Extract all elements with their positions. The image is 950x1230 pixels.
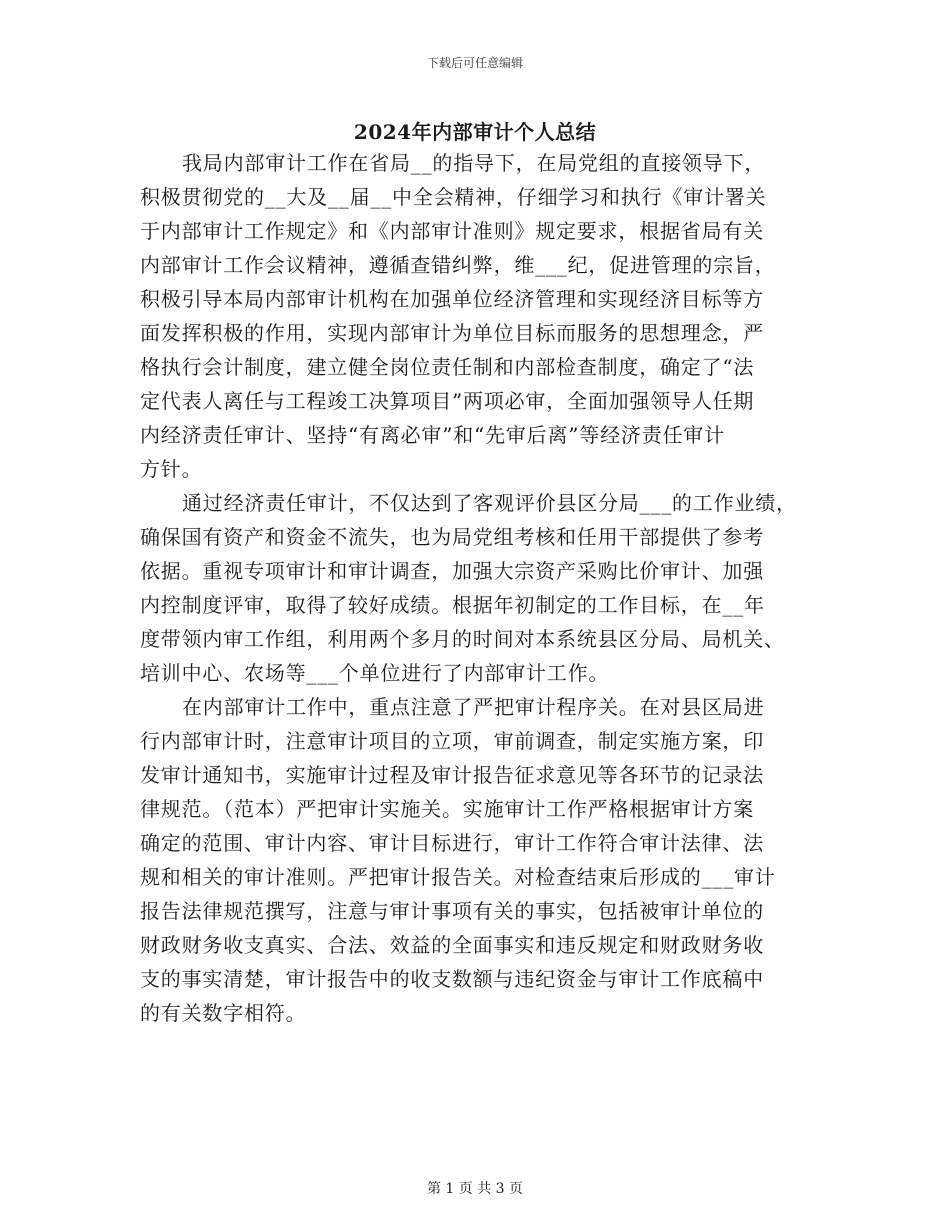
paragraph-line: 格执行会计制度，建立健全岗位责任制和内部检查制度，确定了“法	[140, 355, 755, 379]
paragraph-line: 确保国有资产和资金不流失，也为局党组考核和任用干部提供了参考	[140, 525, 764, 549]
paragraph-line: 支的事实清楚，审计报告中的收支数额与违纪资金与审计工作底稿中	[140, 967, 764, 991]
paragraph-line: 发审计通知书，实施审计过程及审计报告征求意见等各环节的记录法	[140, 763, 764, 787]
paragraph-line: 财政财务收支真实、合法、效益的全面事实和违反规定和财政财务收	[140, 933, 764, 957]
paragraph-line: 内经济责任审计、坚持“有离必审”和“先审后离”等经济责任审计	[140, 423, 725, 447]
paragraph-line: 于内部审计工作规定》和《内部审计准则》规定要求，根据省局有关	[140, 219, 764, 243]
header-note: 下载后可任意编辑	[426, 56, 523, 70]
paragraph-line: 面发挥积极的作用，实现内部审计为单位目标而服务的思想理念，严	[140, 321, 764, 345]
paragraph-line: 规和相关的审计准则。严把审计报告关。对检查结束后形成的___审计	[140, 865, 776, 889]
paragraph-line: 我局内部审计工作在省局__的指导下，在局党组的直接领导下，	[182, 151, 766, 175]
document-title: 2024年内部审计个人总结	[353, 120, 597, 144]
page-number: 第 1 页 共 3 页	[426, 1181, 524, 1197]
paragraph-line: 定代表人离任与工程竣工决算项目”两项必审，全面加强领导人任期	[140, 389, 755, 413]
paragraph-line: 内控制度评审，取得了较好成绩。根据年初制定的工作目标，在__年	[140, 593, 765, 617]
paragraph-line: 的有关数字相符。	[140, 1001, 307, 1025]
paragraph-line: 在内部审计工作中，重点注意了严把审计程序关。在对县区局进	[182, 695, 765, 719]
paragraph-line: 方针。	[140, 457, 203, 481]
paragraph-line: 律规范。（范本）严把审计实施关。实施审计工作严格根据审计方案	[140, 797, 754, 821]
paragraph-line: 积极贯彻党的__大及__届__中全会精神，仔细学习和执行《审计署关	[140, 185, 767, 209]
paragraph-line: 积极引导本局内部审计机构在加强单位经济管理和实现经济目标等方	[140, 287, 764, 311]
paragraph-line: 通过经济责任审计，不仅达到了客观评价县区分局___的工作业绩，	[182, 491, 797, 515]
paragraph-line: 确定的范围、审计内容、审计目标进行，审计工作符合审计法律、法	[140, 831, 764, 855]
paragraph-line: 培训中心、农场等___个单位进行了内部审计工作。	[140, 661, 610, 685]
paragraph-line: 度带领内审工作组，利用两个多月的时间对本系统县区分局、局机关、	[140, 627, 785, 651]
paragraph-line: 行内部审计时，注意审计项目的立项，审前调查，制定实施方案，印	[140, 729, 764, 753]
document-body	[140, 146, 820, 1030]
paragraph-line: 内部审计工作会议精神，遵循查错纠弊，维___纪，促进管理的宗旨，	[140, 253, 776, 277]
paragraph-line: 报告法律规范撰写，注意与审计事项有关的事实，包括被审计单位的	[140, 899, 764, 923]
paragraph-line: 依据。重视专项审计和审计调查，加强大宗资产采购比价审计、加强	[140, 559, 764, 583]
